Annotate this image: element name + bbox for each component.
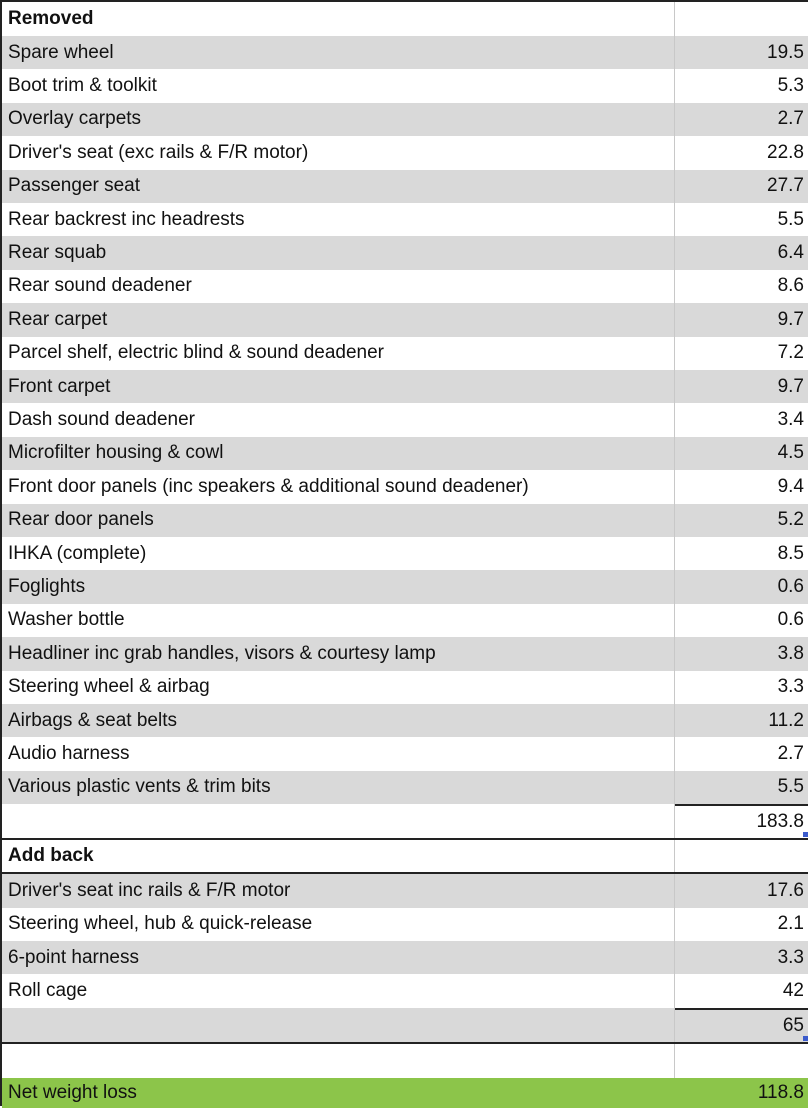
item-value: 4.5 [777,442,804,464]
item-label: IHKA (complete) [2,537,675,570]
item-label: Dash sound deadener [2,403,675,436]
table-row[interactable] [2,671,808,704]
item-value: 19.5 [767,41,804,63]
item-label: Headliner inc grab handles, visors & courtesy lamp [2,637,675,670]
item-value: 5.2 [777,509,804,531]
item-value: 3.8 [777,642,804,664]
table-row[interactable] [2,170,808,203]
table-row[interactable] [2,337,808,370]
item-label: Audio harness [2,737,675,770]
table-row[interactable] [2,570,808,603]
removed-total [675,804,808,838]
addback-total-value: 65 [782,1014,804,1036]
item-label: Microfilter housing & cowl [2,437,675,470]
item-label: Driver's seat inc rails & F/R motor [2,874,675,907]
item-label: Rear squab [2,236,675,269]
table-row[interactable] [2,303,808,336]
item-label: Rear sound deadener [2,270,675,303]
item-label: Foglights [2,570,675,603]
net-label: Net weight loss [8,1081,137,1103]
cell-marker [803,1036,808,1041]
table-row[interactable] [2,537,808,570]
item-value: 5.5 [777,776,804,798]
item-value: 27.7 [767,175,804,197]
item-label: Steering wheel, hub & quick-release [2,908,675,941]
item-value: 11.2 [768,709,804,731]
item-label: Boot trim & toolkit [2,69,675,102]
item-label: Front door panels (inc speakers & additional sound deadener) [2,470,675,503]
table-row[interactable] [2,36,808,69]
cell-marker [803,832,808,837]
item-value: 9.4 [777,475,804,497]
table-row[interactable] [2,908,808,941]
table-row[interactable] [2,236,808,269]
removed-total-row[interactable] [2,804,808,838]
table-row[interactable] [2,941,808,974]
item-value: 3.3 [777,946,804,968]
item-value: 2.7 [777,743,804,765]
item-value: 9.7 [777,375,804,397]
table-row[interactable] [2,637,808,670]
table-row[interactable] [2,270,808,303]
item-value: 8.6 [777,275,804,297]
table-row[interactable] [2,370,808,403]
item-label: Driver's seat (exc rails & F/R motor) [2,136,675,169]
table-row[interactable] [2,403,808,436]
item-label: 6-point harness [2,941,675,974]
item-value: 0.6 [777,576,804,598]
addback-total-row[interactable] [2,1008,808,1042]
table-row[interactable] [2,704,808,737]
removed-header: Removed [2,2,675,36]
table-row[interactable] [2,136,808,169]
item-label: Parcel shelf, electric blind & sound deadener [2,337,675,370]
item-label: Passenger seat [2,170,675,203]
item-value: 42 [782,980,804,1002]
item-value: 2.7 [777,108,804,130]
item-label: Spare wheel [2,36,675,69]
blank-row[interactable] [2,1042,808,1078]
item-label: Rear carpet [2,303,675,336]
table-row[interactable] [2,604,808,637]
item-value: 3.3 [777,676,804,698]
item-value: 5.5 [777,208,804,230]
item-value: 9.7 [777,308,804,330]
table-row[interactable] [2,437,808,470]
table-row[interactable] [2,69,808,102]
item-value: 8.5 [777,542,804,564]
blank-cell [675,1044,808,1078]
table-row[interactable] [2,504,808,537]
item-label: Front carpet [2,370,675,403]
header-empty-cell [675,840,808,872]
item-value: 3.4 [777,409,804,431]
header-empty-cell [675,2,808,36]
total-empty-cell [2,804,675,838]
table-row[interactable] [2,203,808,236]
item-label: Overlay carpets [2,103,675,136]
item-label: Roll cage [2,974,675,1007]
table-row[interactable] [2,737,808,770]
item-label: Rear backrest inc headrests [2,203,675,236]
net-weight-row[interactable] [2,1078,808,1108]
table-row[interactable] [2,771,808,804]
table-row[interactable] [2,470,808,503]
addback-total [675,1008,808,1042]
addback-header-row[interactable] [2,838,808,874]
table-row[interactable] [2,874,808,907]
item-label: Airbags & seat belts [2,704,675,737]
item-label: Rear door panels [2,504,675,537]
item-value: 17.6 [767,879,804,901]
blank-cell [2,1044,675,1078]
item-value: 7.2 [777,342,804,364]
table-row[interactable] [2,974,808,1007]
total-empty-cell [2,1008,675,1042]
removed-header-row[interactable] [2,2,808,36]
item-value: 22.8 [767,141,804,163]
item-label: Various plastic vents & trim bits [2,771,675,804]
table-row[interactable] [2,103,808,136]
item-value: 2.1 [777,913,804,935]
net-value: 118.8 [757,1081,804,1103]
addback-header: Add back [2,840,675,872]
item-value: 5.3 [777,75,804,97]
item-value: 6.4 [777,242,804,264]
item-label: Washer bottle [2,604,675,637]
item-value: 0.6 [777,609,804,631]
item-label: Steering wheel & airbag [2,671,675,704]
removed-total-value: 183.8 [756,811,804,833]
